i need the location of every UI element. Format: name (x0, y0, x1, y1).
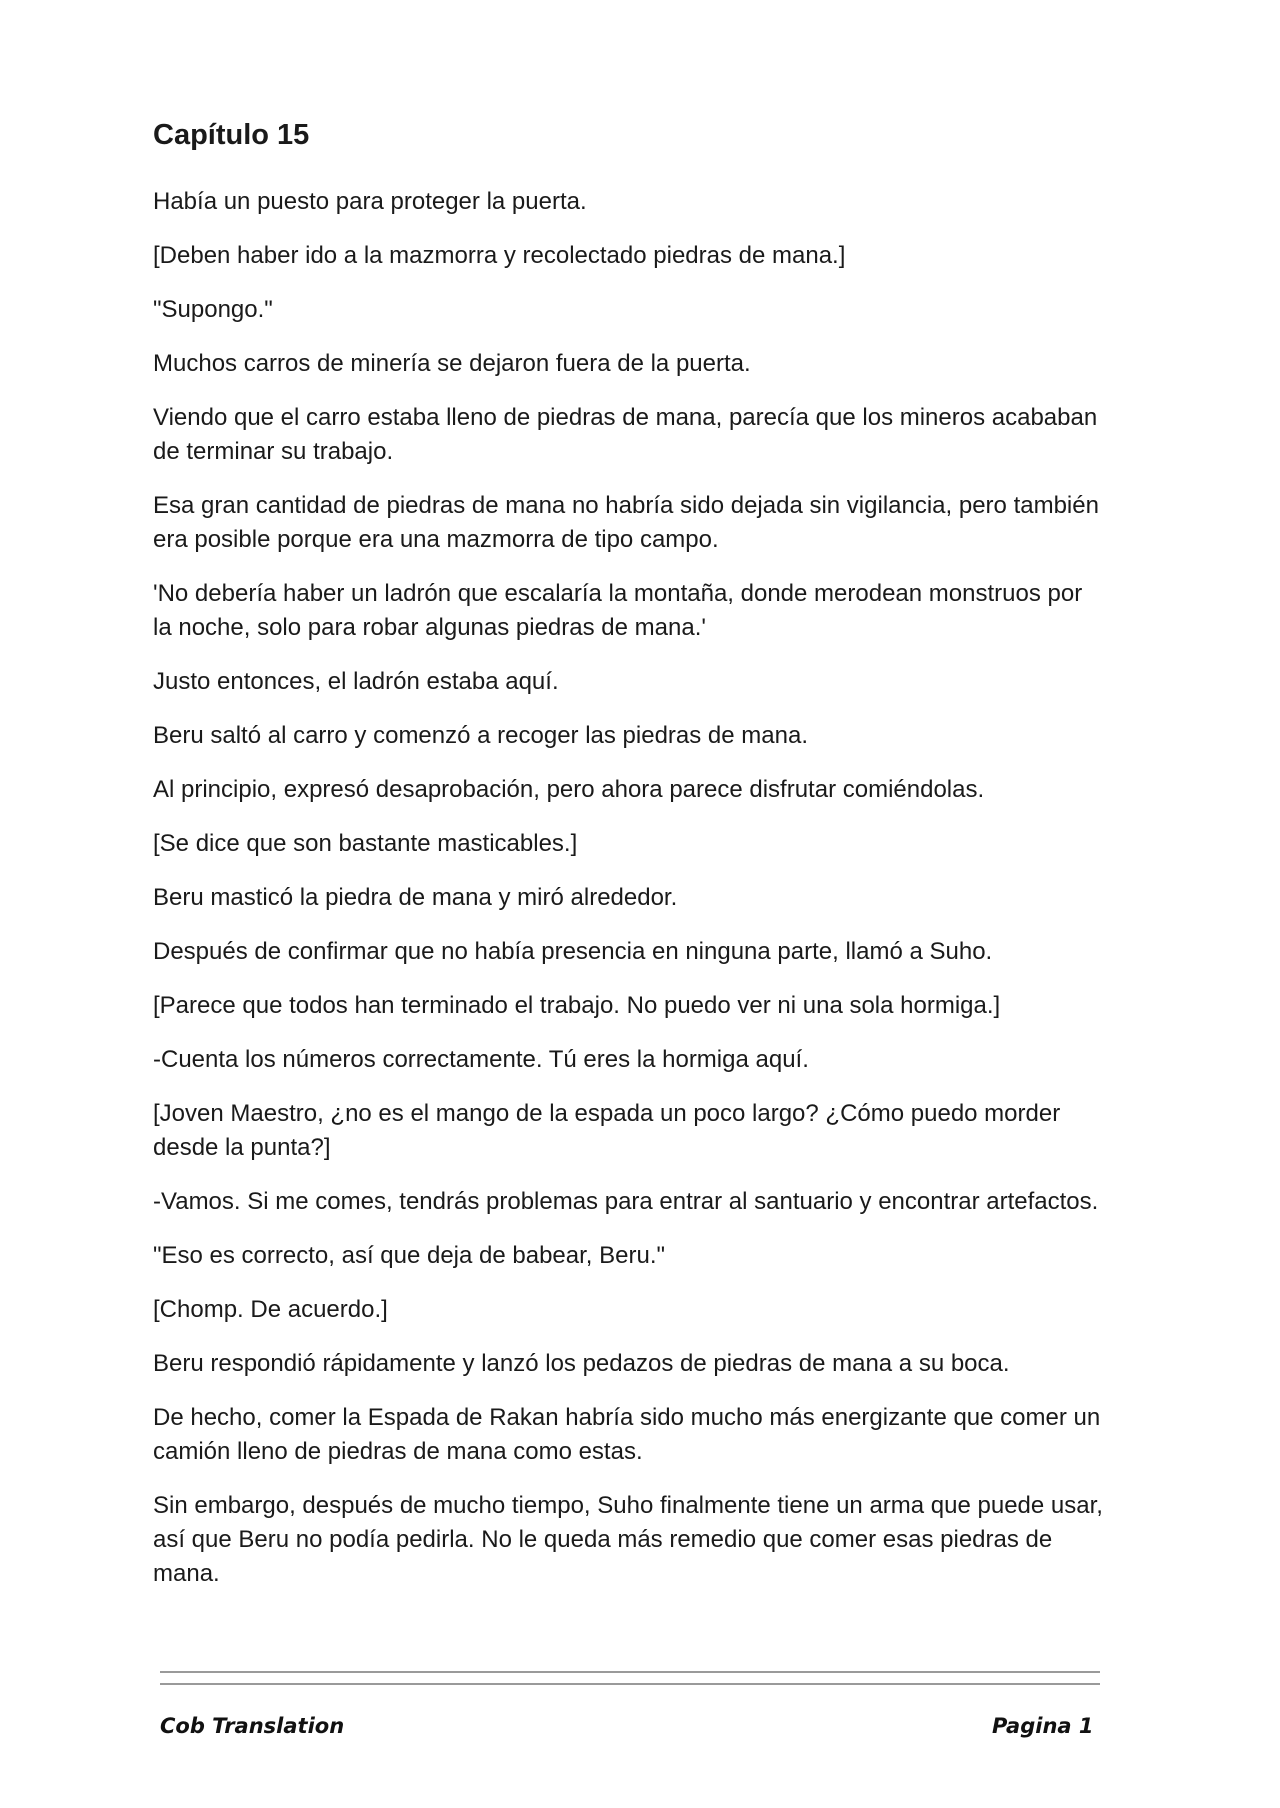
paragraph: -Cuenta los números correctamente. Tú eres la hormiga aquí. (153, 1045, 809, 1073)
paragraph: [Deben haber ido a la mazmorra y recolectado piedras de mana.] (153, 241, 846, 269)
page-number: Pagina 1 (992, 1714, 1094, 1738)
paragraph: "Supongo." (153, 295, 273, 323)
paragraph: [Parece que todos han terminado el trabajo. No puedo ver ni una sola hormiga.] (153, 991, 1001, 1019)
paragraph: De hecho, comer la Espada de Rakan habría sido mucho más energizante que comer un camión lleno de piedras de mana como estas. (153, 1403, 1101, 1465)
paragraph: [Joven Maestro, ¿no es el mango de la espada un poco largo? ¿Cómo puedo morder desde la punta?] (153, 1099, 1061, 1161)
paragraph: Beru saltó al carro y comenzó a recoger las piedras de mana. (153, 721, 808, 749)
footer-credit: Cob Translation (160, 1714, 345, 1738)
paragraph: 'No debería haber un ladrón que escalaría la montaña, donde merodean monstruos por la noche, solo para robar algunas piedras de mana.' (153, 579, 1083, 641)
paragraph: Beru respondió rápidamente y lanzó los pedazos de piedras de mana a su boca. (153, 1349, 1010, 1377)
paragraph: Al principio, expresó desaprobación, pero ahora parece disfrutar comiéndolas. (153, 775, 985, 803)
paragraph: "Eso es correcto, así que deja de babear, Beru." (153, 1241, 666, 1269)
paragraph: Había un puesto para proteger la puerta. (153, 187, 587, 215)
paragraph: Justo entonces, el ladrón estaba aquí. (153, 667, 559, 695)
document-body (153, 118, 1103, 1611)
paragraph: [Se dice que son bastante masticables.] (153, 829, 578, 857)
paragraph: Después de confirmar que no había presencia en ninguna parte, llamó a Suho. (153, 937, 993, 965)
paragraph: -Vamos. Si me comes, tendrás problemas para entrar al santuario y encontrar artefactos. (153, 1187, 1099, 1215)
paragraph: Sin embargo, después de mucho tiempo, Suho finalmente tiene un arma que puede usar, así que Beru no podía pedirla. No le queda más remedio que comer esas piedras de mana. (153, 1491, 1103, 1587)
paragraph: Muchos carros de minería se dejaron fuera de la puerta. (153, 349, 751, 377)
paragraph: Viendo que el carro estaba lleno de piedras de mana, parecía que los mineros acababan de terminar su trabajo. (153, 403, 1098, 465)
paragraph: [Chomp. De acuerdo.] (153, 1295, 388, 1323)
footer-divider-bottom (160, 1683, 1100, 1685)
footer-divider-top (160, 1671, 1100, 1673)
paragraph: Beru masticó la piedra de mana y miró alrededor. (153, 883, 678, 911)
chapter-title: Capítulo 15 (153, 119, 310, 151)
paragraph: Esa gran cantidad de piedras de mana no habría sido dejada sin vigilancia, pero también era posible porque era una mazmorra de tipo campo. (153, 491, 1099, 553)
